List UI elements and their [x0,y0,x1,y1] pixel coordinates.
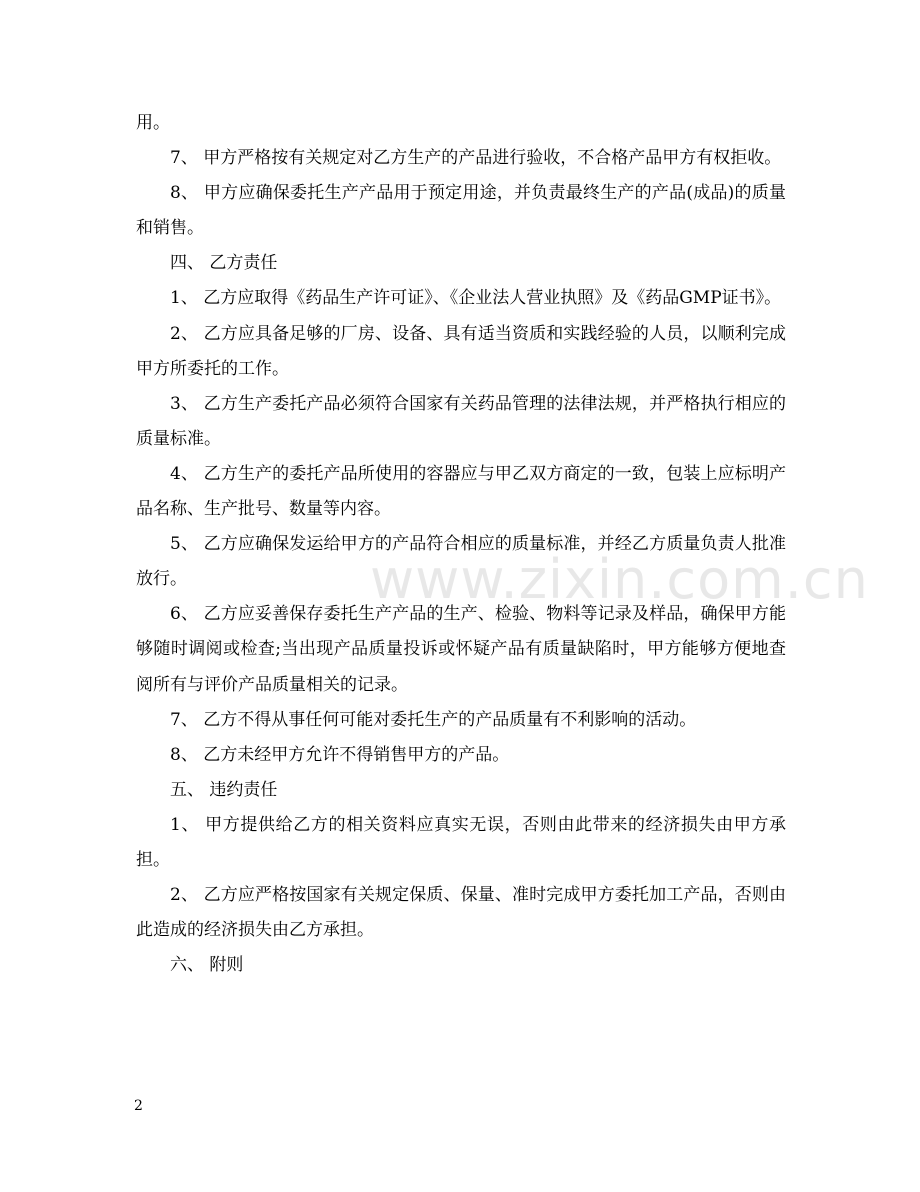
paragraph-clause-a7: 7、 甲方严格按有关规定对乙方生产的产品进行验收，不合格产品甲方有权拒收。 [170,148,782,169]
section-heading-5: 五、 违约责任 [170,779,278,800]
paragraph-clause-b1: 1、 乙方应取得《药品生产许可证》、《企业法人营业执照》及《药品GMP证书》。 [170,288,782,309]
paragraph-clause-b2: 2、 乙方应具备足够的厂房、设备、具有适当资质和实践经验的人员，以顺利完成甲方所委托的工作。 [136,323,786,379]
section-heading-4: 四、 乙方责任 [170,253,278,274]
watermark: www.zixin.com.cn [370,548,869,611]
paragraph-clause-b8: 8、 乙方未经甲方允许不得销售甲方的产品。 [170,744,510,765]
paragraph-clause-c1: 1、 甲方提供给乙方的相关资料应真实无误，否则由此带来的经济损失由甲方承担。 [136,814,786,870]
paragraph-clause-b4: 4、 乙方生产的委托产品所使用的容器应与甲乙双方商定的一致，包装上应标明产品名称、生产批号、数量等内容。 [136,463,786,520]
page-number: 2 [134,1098,143,1114]
paragraph-clause-b7: 7、 乙方不得从事任何可能对委托生产的产品质量有不利影响的活动。 [170,709,697,730]
paragraph-continuation: 用。 [136,113,170,133]
paragraph-clause-b5: 5、 乙方应确保发运给甲方的产品符合相应的质量标准，并经乙方质量负责人批准放行。 [136,534,786,590]
paragraph-clause-b3: 3、 乙方生产委托产品必须符合国家有关药品管理的法律法规，并严格执行相应的质量标准。 [136,393,786,449]
paragraph-clause-b6: 6、 乙方应妥善保存委托生产产品的生产、检验、物料等记录及样品，确保甲方能够随时调阅或检查;当出现产品质量投诉或怀疑产品有质量缺陷时，甲方能够方便地查阅所有与评价产品质量相关的记录。 [136,604,786,695]
paragraph-clause-c2: 2、 乙方应严格按国家有关规定保质、保量、准时完成甲方委托加工产品，否则由此造成的经济损失由乙方承担。 [136,885,786,941]
section-heading-6: 六、 附则 [170,955,244,976]
document-body [136,106,786,983]
paragraph-clause-a8: 8、 甲方应确保委托生产产品用于预定用途，并负责最终生产的产品(成品)的质量和销售。 [136,183,786,239]
